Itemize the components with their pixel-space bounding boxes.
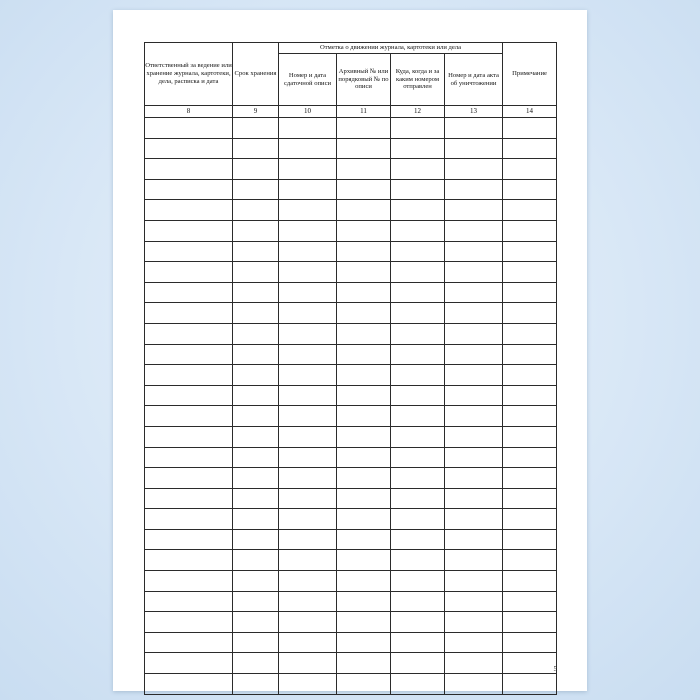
table-cell[interactable] (503, 323, 557, 344)
table-cell[interactable] (145, 344, 233, 365)
table-cell[interactable] (233, 138, 279, 159)
table-cell[interactable] (337, 220, 391, 241)
table-cell[interactable] (279, 426, 337, 447)
table-row[interactable] (145, 632, 557, 653)
table-cell[interactable] (279, 241, 337, 262)
table-cell[interactable] (279, 138, 337, 159)
table-cell[interactable] (503, 406, 557, 427)
table-cell[interactable] (145, 468, 233, 489)
table-cell[interactable] (233, 159, 279, 180)
table-cell[interactable] (391, 220, 445, 241)
table-cell[interactable] (279, 262, 337, 283)
table-cell[interactable] (233, 262, 279, 283)
table-cell[interactable] (337, 406, 391, 427)
table-cell[interactable] (391, 488, 445, 509)
table-cell[interactable] (233, 426, 279, 447)
table-row[interactable] (145, 550, 557, 571)
table-cell[interactable] (391, 529, 445, 550)
table-cell[interactable] (279, 550, 337, 571)
table-cell[interactable] (337, 344, 391, 365)
table-cell[interactable] (503, 488, 557, 509)
page-number: 5 (553, 665, 557, 673)
table-cell[interactable] (445, 344, 503, 365)
table-cell[interactable] (337, 118, 391, 139)
table-row[interactable] (145, 385, 557, 406)
table-cell[interactable] (503, 529, 557, 550)
table-cell[interactable] (337, 179, 391, 200)
table-cell[interactable] (503, 653, 557, 674)
table-cell[interactable] (145, 220, 233, 241)
table-cell[interactable] (445, 406, 503, 427)
table-cell[interactable] (503, 674, 557, 695)
table-row[interactable] (145, 612, 557, 633)
table-cell[interactable] (445, 632, 503, 653)
header-row-column-numbers (145, 106, 557, 118)
table-cell[interactable] (445, 426, 503, 447)
table-cell[interactable] (233, 118, 279, 139)
table-cell[interactable] (279, 591, 337, 612)
table-cell[interactable] (233, 550, 279, 571)
table-cell[interactable] (391, 612, 445, 633)
table-cell[interactable] (145, 262, 233, 283)
table-cell[interactable] (279, 344, 337, 365)
table-cell[interactable] (337, 323, 391, 344)
table-cell[interactable] (391, 571, 445, 592)
table-cell[interactable] (391, 303, 445, 324)
table-row[interactable] (145, 323, 557, 344)
table-cell[interactable] (337, 488, 391, 509)
table-cell[interactable] (337, 529, 391, 550)
table-cell[interactable] (145, 426, 233, 447)
table-cell[interactable] (391, 632, 445, 653)
table-cell[interactable] (233, 406, 279, 427)
table-cell[interactable] (145, 571, 233, 592)
table-cell[interactable] (233, 571, 279, 592)
column-number-11: 11 (337, 106, 391, 118)
table-cell[interactable] (145, 179, 233, 200)
table-cell[interactable] (391, 241, 445, 262)
table-cell[interactable] (503, 468, 557, 489)
table-cell[interactable] (337, 241, 391, 262)
table-cell[interactable] (279, 118, 337, 139)
table-cell[interactable] (445, 118, 503, 139)
table-row[interactable] (145, 118, 557, 139)
table-cell[interactable] (503, 179, 557, 200)
registry-table-container (144, 42, 556, 695)
table-cell[interactable] (233, 282, 279, 303)
table-cell[interactable] (337, 159, 391, 180)
table-cell[interactable] (279, 653, 337, 674)
column-number-9: 9 (233, 106, 279, 118)
table-cell[interactable] (233, 509, 279, 530)
table-cell[interactable] (445, 385, 503, 406)
column-header-destruction-act: Номер и дата акта об уничтожении (445, 54, 503, 106)
table-cell[interactable] (337, 653, 391, 674)
table-row[interactable] (145, 591, 557, 612)
table-cell[interactable] (279, 674, 337, 695)
table-cell[interactable] (503, 509, 557, 530)
table-cell[interactable] (445, 282, 503, 303)
table-cell[interactable] (391, 282, 445, 303)
table-cell[interactable] (279, 571, 337, 592)
table-cell[interactable] (279, 385, 337, 406)
table-cell[interactable] (503, 591, 557, 612)
table-cell[interactable] (233, 220, 279, 241)
column-number-10: 10 (279, 106, 337, 118)
table-cell[interactable] (337, 200, 391, 221)
table-cell[interactable] (445, 674, 503, 695)
table-cell[interactable] (337, 591, 391, 612)
table-cell[interactable] (337, 509, 391, 530)
table-cell[interactable] (445, 550, 503, 571)
table-cell[interactable] (445, 365, 503, 386)
table-cell[interactable] (337, 365, 391, 386)
column-group-header-movement: Отметка о движении журнала, картотеки или дела (279, 43, 503, 54)
registry-table (144, 42, 557, 695)
column-header-inventory-number-date: Номер и дата сдаточной описи (279, 54, 337, 106)
column-number-8: 8 (145, 106, 233, 118)
table-cell[interactable] (145, 488, 233, 509)
column-header-responsible: Ответственный за ведение или хранение журнала, картотеки, дела, расписка и дата (145, 43, 233, 106)
table-cell[interactable] (337, 550, 391, 571)
table-cell[interactable] (145, 447, 233, 468)
table-cell[interactable] (145, 159, 233, 180)
table-cell[interactable] (233, 674, 279, 695)
column-header-notes: Примечание (503, 43, 557, 106)
table-cell[interactable] (503, 426, 557, 447)
column-header-archive-number: Архивный № или порядковый № по описи (337, 54, 391, 106)
table-cell[interactable] (233, 529, 279, 550)
table-cell[interactable] (233, 612, 279, 633)
table-cell[interactable] (337, 282, 391, 303)
table-cell[interactable] (445, 468, 503, 489)
table-row[interactable] (145, 220, 557, 241)
table-cell[interactable] (233, 488, 279, 509)
table-row[interactable] (145, 468, 557, 489)
table-cell[interactable] (145, 591, 233, 612)
table-header (145, 43, 557, 118)
table-cell[interactable] (233, 385, 279, 406)
table-cell[interactable] (391, 385, 445, 406)
table-cell[interactable] (233, 303, 279, 324)
table-cell[interactable] (391, 674, 445, 695)
table-cell[interactable] (503, 159, 557, 180)
table-row[interactable] (145, 406, 557, 427)
table-cell[interactable] (337, 426, 391, 447)
table-cell[interactable] (391, 653, 445, 674)
table-cell[interactable] (503, 303, 557, 324)
table-cell[interactable] (503, 138, 557, 159)
table-row[interactable] (145, 529, 557, 550)
table-cell[interactable] (233, 344, 279, 365)
table-cell[interactable] (145, 509, 233, 530)
table-body (145, 118, 557, 695)
table-cell[interactable] (145, 118, 233, 139)
table-cell[interactable] (279, 282, 337, 303)
document-page (113, 10, 587, 691)
table-cell[interactable] (391, 159, 445, 180)
table-cell[interactable] (145, 632, 233, 653)
table-cell[interactable] (279, 447, 337, 468)
table-cell[interactable] (503, 118, 557, 139)
table-row[interactable] (145, 138, 557, 159)
table-cell[interactable] (445, 179, 503, 200)
table-cell[interactable] (503, 241, 557, 262)
table-cell[interactable] (391, 179, 445, 200)
column-header-sent-to: Куда, когда и за каким номером отправлен (391, 54, 445, 106)
table-row[interactable] (145, 159, 557, 180)
table-cell[interactable] (145, 241, 233, 262)
table-cell[interactable] (145, 653, 233, 674)
table-cell[interactable] (233, 365, 279, 386)
table-row[interactable] (145, 241, 557, 262)
table-cell[interactable] (391, 200, 445, 221)
table-cell[interactable] (145, 365, 233, 386)
column-header-storage-term: Срок хранения (233, 43, 279, 106)
table-row[interactable] (145, 674, 557, 695)
table-cell[interactable] (503, 385, 557, 406)
table-cell[interactable] (279, 468, 337, 489)
table-cell[interactable] (391, 447, 445, 468)
table-cell[interactable] (279, 529, 337, 550)
table-cell[interactable] (391, 509, 445, 530)
table-row[interactable] (145, 653, 557, 674)
table-cell[interactable] (233, 200, 279, 221)
table-cell[interactable] (445, 200, 503, 221)
column-number-14: 14 (503, 106, 557, 118)
table-cell[interactable] (445, 653, 503, 674)
table-cell[interactable] (337, 138, 391, 159)
header-row-titles (145, 43, 557, 54)
table-cell[interactable] (145, 612, 233, 633)
table-cell[interactable] (279, 509, 337, 530)
table-cell[interactable] (445, 591, 503, 612)
table-cell[interactable] (145, 323, 233, 344)
table-cell[interactable] (145, 303, 233, 324)
table-cell[interactable] (337, 632, 391, 653)
table-cell[interactable] (445, 571, 503, 592)
table-row[interactable] (145, 571, 557, 592)
table-cell[interactable] (337, 262, 391, 283)
column-number-13: 13 (445, 106, 503, 118)
table-cell[interactable] (233, 591, 279, 612)
table-row[interactable] (145, 282, 557, 303)
table-cell[interactable] (145, 529, 233, 550)
table-cell[interactable] (337, 571, 391, 592)
table-cell[interactable] (145, 282, 233, 303)
column-number-12: 12 (391, 106, 445, 118)
table-row[interactable] (145, 426, 557, 447)
table-row[interactable] (145, 200, 557, 221)
table-cell[interactable] (445, 138, 503, 159)
table-cell[interactable] (391, 323, 445, 344)
table-cell[interactable] (337, 385, 391, 406)
table-cell[interactable] (503, 200, 557, 221)
table-cell[interactable] (503, 220, 557, 241)
table-cell[interactable] (337, 303, 391, 324)
table-cell[interactable] (279, 632, 337, 653)
table-cell[interactable] (233, 241, 279, 262)
table-row[interactable] (145, 262, 557, 283)
table-cell[interactable] (503, 447, 557, 468)
table-row[interactable] (145, 179, 557, 200)
table-cell[interactable] (279, 200, 337, 221)
table-cell[interactable] (445, 529, 503, 550)
table-cell[interactable] (337, 468, 391, 489)
table-cell[interactable] (391, 406, 445, 427)
table-cell[interactable] (233, 179, 279, 200)
table-cell[interactable] (233, 447, 279, 468)
table-cell[interactable] (145, 406, 233, 427)
table-row[interactable] (145, 509, 557, 530)
table-cell[interactable] (445, 509, 503, 530)
table-cell[interactable] (233, 323, 279, 344)
table-cell[interactable] (337, 447, 391, 468)
table-cell[interactable] (445, 303, 503, 324)
table-cell[interactable] (279, 365, 337, 386)
table-cell[interactable] (503, 550, 557, 571)
table-cell[interactable] (279, 612, 337, 633)
table-cell[interactable] (503, 612, 557, 633)
table-cell[interactable] (145, 385, 233, 406)
table-cell[interactable] (145, 674, 233, 695)
table-cell[interactable] (391, 426, 445, 447)
table-cell[interactable] (503, 282, 557, 303)
table-cell[interactable] (279, 220, 337, 241)
table-cell[interactable] (445, 262, 503, 283)
table-cell[interactable] (233, 653, 279, 674)
table-cell[interactable] (145, 138, 233, 159)
table-cell[interactable] (445, 488, 503, 509)
table-row[interactable] (145, 303, 557, 324)
table-cell[interactable] (503, 344, 557, 365)
table-cell[interactable] (279, 323, 337, 344)
table-cell[interactable] (503, 632, 557, 653)
table-cell[interactable] (337, 674, 391, 695)
table-cell[interactable] (233, 632, 279, 653)
table-row[interactable] (145, 488, 557, 509)
table-row[interactable] (145, 344, 557, 365)
table-cell[interactable] (445, 447, 503, 468)
table-cell[interactable] (391, 118, 445, 139)
table-cell[interactable] (391, 591, 445, 612)
table-cell[interactable] (279, 159, 337, 180)
table-cell[interactable] (445, 612, 503, 633)
table-cell[interactable] (233, 468, 279, 489)
table-cell[interactable] (279, 406, 337, 427)
table-cell[interactable] (145, 550, 233, 571)
table-cell[interactable] (391, 262, 445, 283)
table-cell[interactable] (445, 323, 503, 344)
table-cell[interactable] (445, 241, 503, 262)
table-cell[interactable] (503, 571, 557, 592)
table-cell[interactable] (445, 220, 503, 241)
table-cell[interactable] (279, 179, 337, 200)
table-cell[interactable] (391, 365, 445, 386)
table-cell[interactable] (391, 344, 445, 365)
table-cell[interactable] (503, 262, 557, 283)
table-cell[interactable] (391, 138, 445, 159)
table-cell[interactable] (145, 200, 233, 221)
table-cell[interactable] (279, 303, 337, 324)
table-cell[interactable] (503, 365, 557, 386)
table-cell[interactable] (391, 468, 445, 489)
table-row[interactable] (145, 447, 557, 468)
table-cell[interactable] (445, 159, 503, 180)
table-cell[interactable] (391, 550, 445, 571)
table-row[interactable] (145, 365, 557, 386)
table-cell[interactable] (279, 488, 337, 509)
table-cell[interactable] (337, 612, 391, 633)
